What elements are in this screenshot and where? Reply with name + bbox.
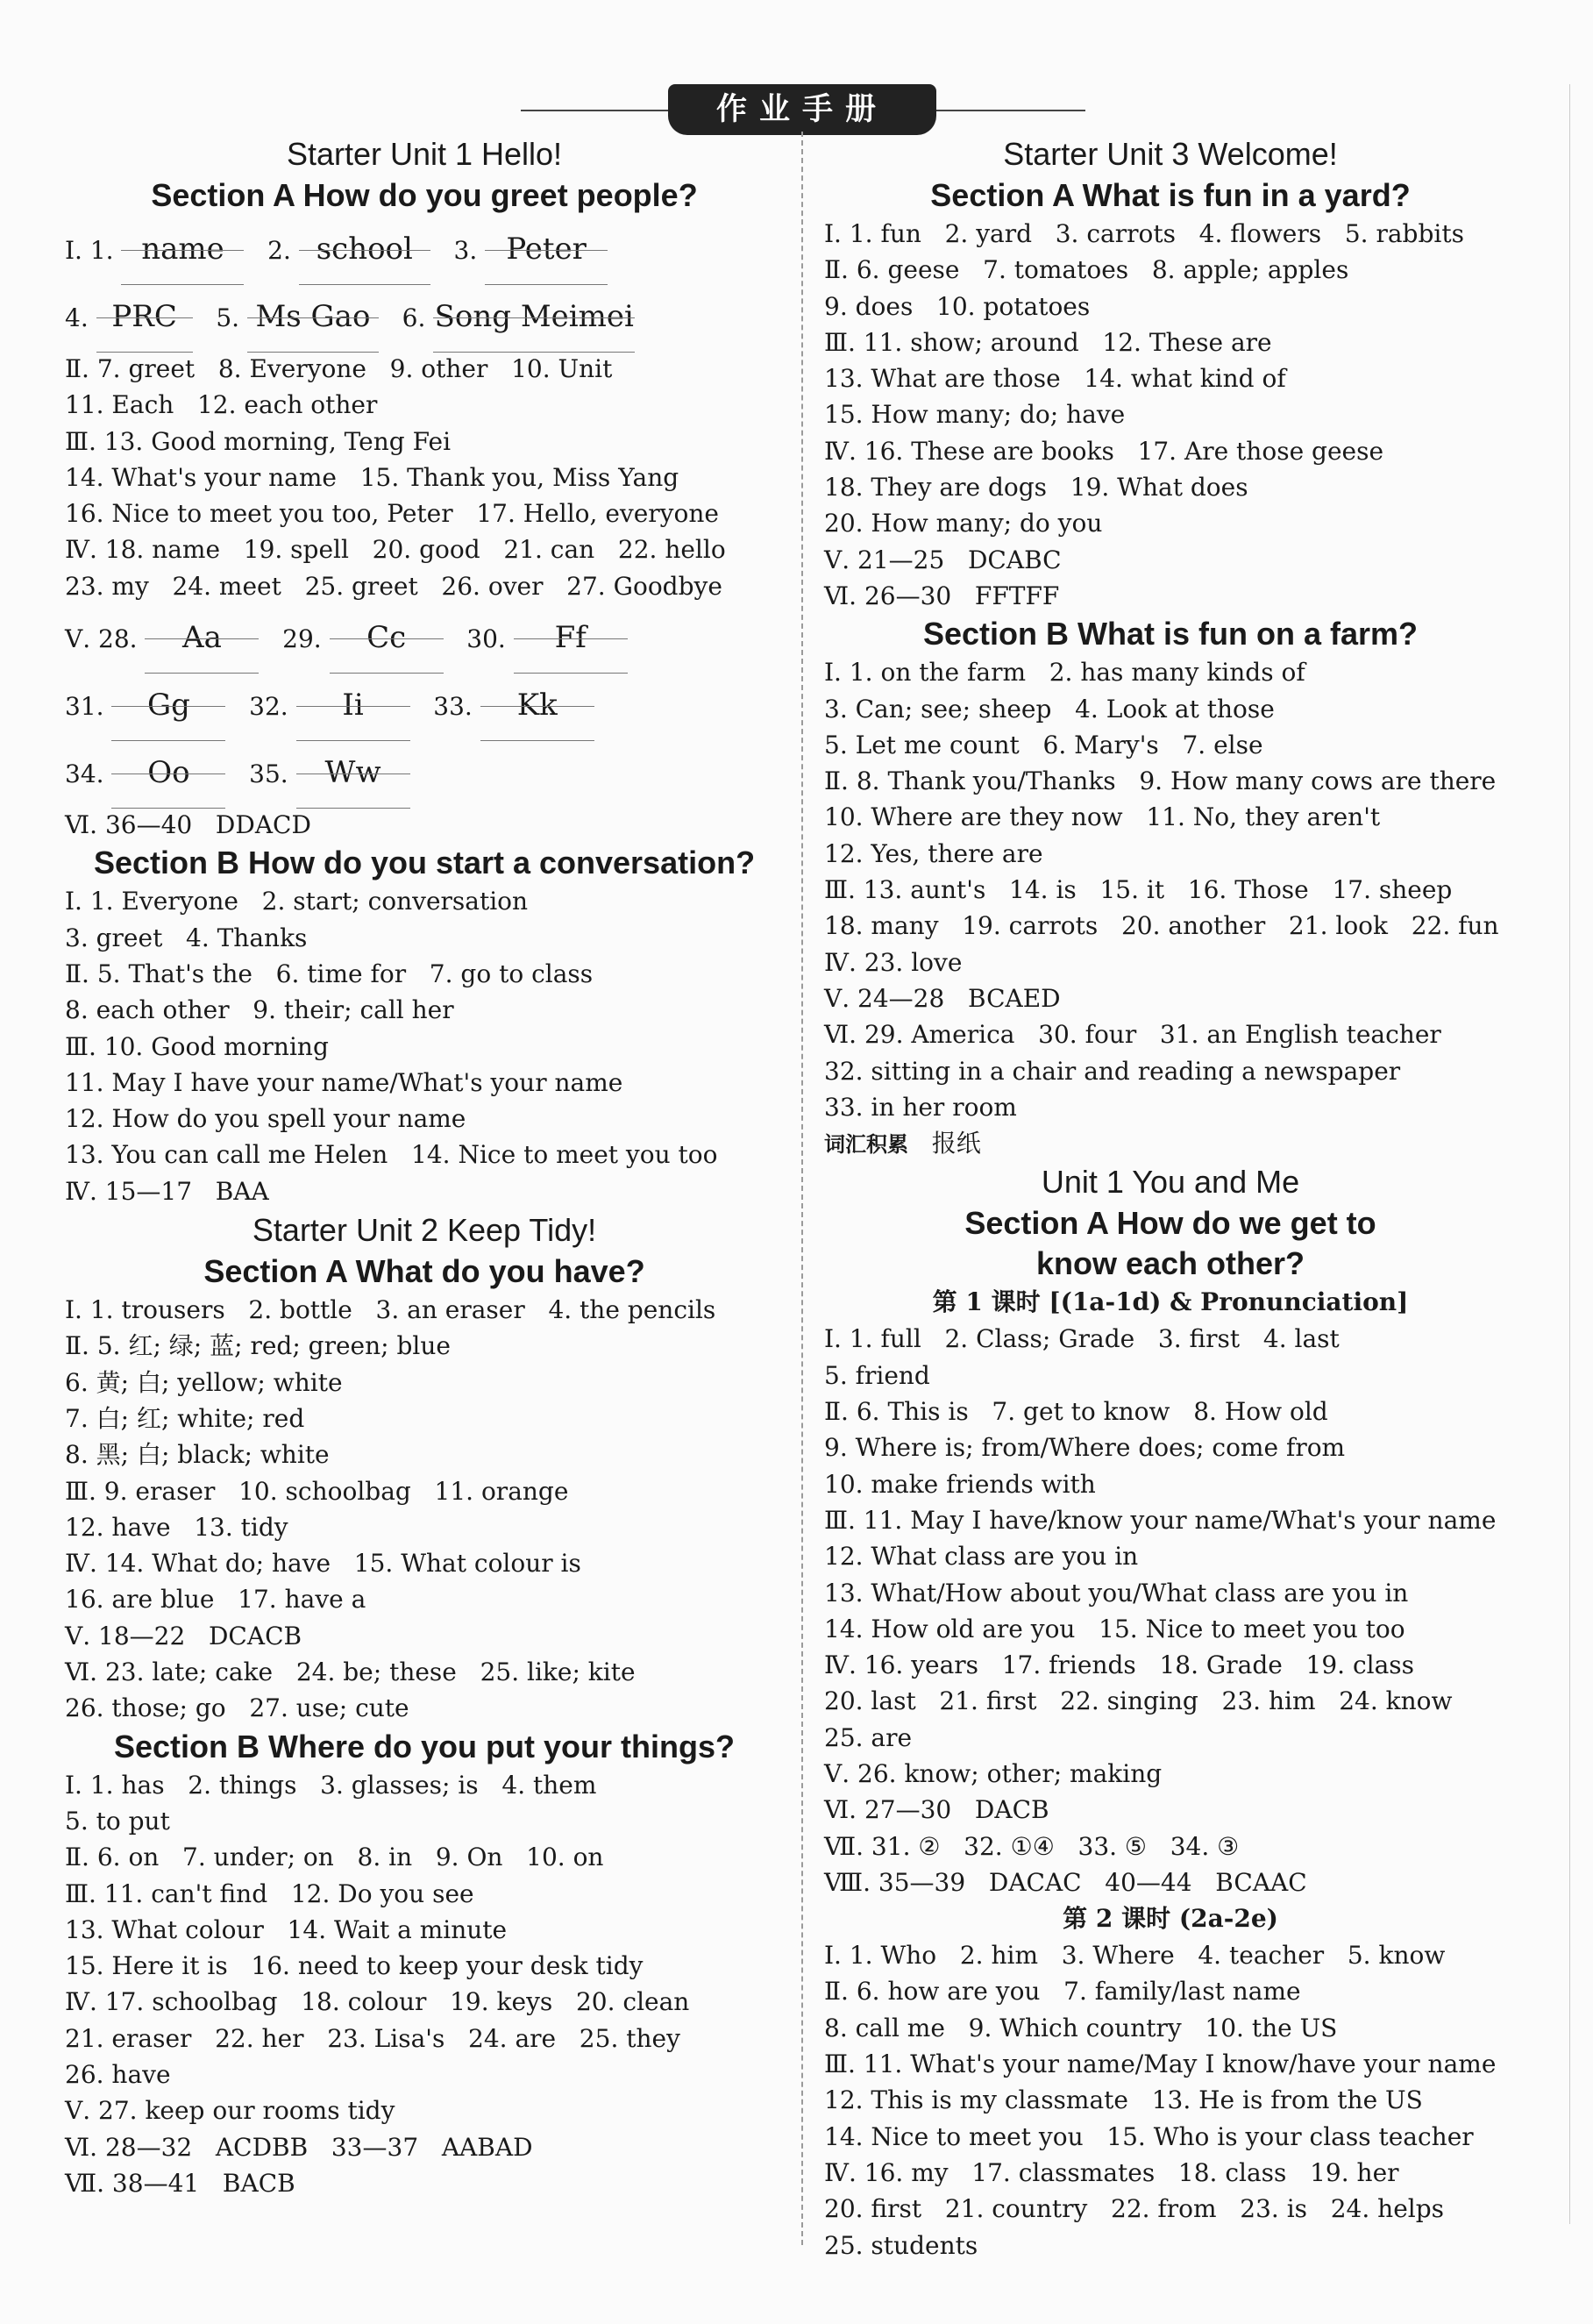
answer-line: 11. May I have your name/What's your name [65,1067,623,1097]
unit-title: Starter Unit 1 Hello! [286,136,563,172]
answer-line: Ⅲ. 11. May I have/know your name/What's your name [824,1505,1497,1535]
unit-title: Starter Unit 3 Welcome! [1003,136,1338,172]
answer-line: 13. What are those 14. what kind of [824,364,1286,394]
answer-line: 5. to put [65,1806,170,1836]
item-number: 32. [225,692,296,722]
answer-line: Ⅳ. 15—17 BAA [65,1176,269,1206]
answer-line: 8. 黑; 白; black; white [65,1440,330,1470]
item-number: 4. [65,303,96,332]
answer-line: Ⅱ. 6. geese 7. tomatoes 8. apple; apples [824,255,1349,285]
answer-line: Ⅰ. 1. Everyone 2. start; conversation [65,887,529,916]
answer-line: 18. many 19. carrots 20. another 21. look 22. fun [824,911,1499,941]
answer-line: 18. They are dogs 19. What does [824,473,1248,503]
answer-line: Ⅳ. 17. schoolbag 18. colour 19. keys 20. clean [65,1987,690,2017]
answer-line: Ⅶ. 31. ② 32. ①④ 33. ⑤ 34. ③ [824,1831,1240,1861]
writing-line [65,216,784,283]
answer-line: Ⅴ. 24—28 BCAED [824,983,1061,1013]
item-number: 29. [259,624,330,654]
handwriting-answer: name [121,216,244,283]
answer-line: Ⅰ. 1. Who 2. him 3. Where 4. teacher 5. know [824,1941,1446,1971]
answer-line: Ⅲ. 11. can't find 12. Do you see [65,1878,474,1908]
answer-line: 23. my 24. meet 25. greet 26. over 27. Goodbye [65,571,722,601]
answer-line: Ⅴ. 18—22 DCACB [65,1621,302,1650]
answer-line: 25. students [824,2230,978,2260]
answer-line: 12. How do you spell your name [65,1104,466,1134]
answer-line: 20. How many; do you [824,509,1103,538]
vocab-line [824,1125,1517,1161]
answer-line: Ⅱ. 6. how are you 7. family/last name [824,1977,1301,2007]
answer-line: 5. Let me count 6. Mary's 7. else [824,730,1263,759]
answer-line: Ⅱ. 5. 红; 绿; 蓝; red; green; blue [65,1331,451,1361]
section-title: Section B What is fun on a farm? [922,616,1419,652]
answer-line: 16. Nice to meet you too, Peter 17. Hello, everyone [65,499,719,529]
item-number: 33. [409,692,480,722]
answer-line: Ⅱ. 6. This is 7. get to know 8. How old [824,1397,1328,1427]
answer-line: 15. How many; do; have [824,400,1126,430]
lesson-title: 第 1 课时 [(1a-1d) & Pronunciation] [932,1287,1409,1317]
answer-line: 9. Where is; from/Where does; come from [824,1433,1346,1463]
answer-line: Ⅲ. 11. show; around 12. These are [824,327,1272,357]
handwriting-answer: school [299,216,430,283]
handwriting-answer: Oo [111,739,225,807]
answer-line: 10. make friends with [824,1469,1096,1499]
writing-line [65,604,784,672]
column-divider [801,132,803,2245]
answer-line: Ⅵ. 29. America 30. four 31. an English teacher [824,1020,1441,1050]
answer-line: 3. Can; see; sheep 4. Look at those [824,694,1275,724]
answer-line: 33. in her room [824,1092,1017,1122]
answer-line: 8. call me 9. Which country 10. the US [824,2013,1338,2042]
page-edge-line [1569,84,1570,2224]
writing-line [65,283,784,351]
left-column [65,133,784,2201]
handwriting-answer: Ms Gao [247,283,379,351]
answer-line: 12. This is my classmate 13. He is from the US [824,2085,1423,2115]
item-number: 3. [430,236,486,265]
answer-line: Ⅰ. 1. trousers 2. bottle 3. an eraser 4. the pencils [65,1295,716,1325]
handwriting-answer: Ff [514,604,628,672]
answer-line: Ⅰ. 1. fun 2. yard 3. carrots 4. flowers 5. rabbits [824,219,1464,248]
section-title: Section A How do we get to [964,1205,1376,1242]
vocab-answer: 报纸 [908,1129,981,1158]
header-banner [521,84,1085,137]
answer-line: 12. What class are you in [824,1542,1139,1572]
section-title: Section B How do you start a conversation? [93,845,756,881]
handwriting-answer: Song Meimei [433,283,635,351]
answer-line: Ⅴ. 21—25 DCABC [824,545,1062,574]
answer-line: 11. Each 12. each other [65,390,378,420]
answer-line: 14. What's your name 15. Thank you, Miss Yang [65,462,679,492]
answer-line: Ⅱ. 7. greet 8. Everyone 9. other 10. Unit [65,354,613,383]
answer-line: Ⅵ. 27—30 DACB [824,1795,1049,1825]
answer-line: Ⅳ. 23. love [824,947,963,977]
answer-line: 5. friend [824,1360,930,1390]
item-number: Ⅴ. 28. [65,624,146,654]
handwriting-answer: Kk [480,672,594,739]
answer-line: Ⅳ. 16. my 17. classmates 18. class 19. her [824,2157,1399,2187]
answer-line: Ⅳ. 18. name 19. spell 20. good 21. can 22. hello [65,535,726,565]
section-title: know each other? [1035,1245,1305,1282]
banner-rule-left [521,110,668,111]
answer-line: Ⅶ. 38—41 BACB [65,2168,295,2198]
writing-line [65,672,784,739]
answer-line: 8. each other 9. their; call her [65,995,454,1025]
section-title: Section A What do you have? [203,1253,645,1290]
answer-line: 12. Yes, there are [824,838,1043,868]
banner-title: 作业手册 [668,84,936,135]
answer-line: Ⅰ. 1. on the farm 2. has many kinds of [824,658,1305,688]
writing-line [65,739,784,807]
answer-line: 13. You can call me Helen 14. Nice to meet you too [65,1140,718,1170]
answer-line: Ⅳ. 16. years 17. friends 18. Grade 19. class [824,1650,1415,1680]
answer-line: 20. last 21. first 22. singing 23. him 24. know [824,1686,1453,1716]
section-title: Section A What is fun in a yard? [930,177,1411,213]
answer-line: Ⅵ. 23. late; cake 24. be; these 25. like; kite [65,1657,636,1687]
answer-line: Ⅲ. 9. eraser 10. schoolbag 11. orange [65,1476,569,1506]
answer-line: Ⅳ. 16. These are books 17. Are those geese [824,436,1384,466]
answer-line: 7. 白; 红; white; red [65,1403,305,1433]
item-number: 6. [378,303,434,332]
answer-line: 16. are blue 17. have a [65,1585,366,1615]
answer-line: Ⅵ. 36—40 DDACD [65,810,311,840]
answer-line: 14. How old are you 15. Nice to meet you too [824,1614,1405,1643]
banner-rule-right [936,110,1085,111]
answer-line: Ⅵ. 26—30 FFTFF [824,581,1060,610]
section-title: Section B Where do you put your things? [114,1728,735,1764]
answer-line: Ⅳ. 14. What do; have 15. What colour is [65,1549,581,1579]
handwriting-answer: Ww [296,739,410,807]
answer-line: Ⅲ. 13. Good morning, Teng Fei [65,426,452,456]
handwriting-answer: Aa [145,604,259,672]
answer-line: Ⅴ. 26. know; other; making [824,1758,1163,1788]
lesson-title: 第 2 课时 (2a-2e) [1063,1904,1278,1934]
unit-title: Starter Unit 2 Keep Tidy! [252,1212,597,1249]
answer-line: 26. have [65,2059,171,2089]
item-number: 34. [65,759,112,789]
answer-line: Ⅱ. 5. That's the 6. time for 7. go to class [65,959,594,988]
answer-line: Ⅲ. 10. Good morning [65,1031,329,1061]
answer-line: Ⅴ. 27. keep our rooms tidy [65,2096,395,2126]
answer-line: 21. eraser 22. her 23. Lisa's 24. are 25. they [65,2023,680,2053]
item-number: 31. [65,692,112,722]
answer-line: 25. are [824,1722,913,1752]
item-number: 30. [443,624,514,654]
answer-line: Ⅷ. 35—39 DACAC 40—44 BCAAC [824,1867,1307,1897]
handwriting-answer: Ii [296,672,410,739]
answer-line: 10. Where are they now 11. No, they aren't [824,802,1381,832]
answer-line: 14. Nice to meet you 15. Who is your class teacher [824,2121,1474,2151]
item-number: Ⅰ. 1. [65,236,122,265]
answer-line: 15. Here it is 16. need to keep your desk tidy [65,1951,644,1981]
right-column [824,133,1517,2263]
answer-line: Ⅱ. 8. Thank you/Thanks 9. How many cows are there [824,766,1497,796]
answer-line: 3. greet 4. Thanks [65,923,308,952]
answer-line: 20. first 21. country 22. from 23. is 24. helps [824,2194,1445,2224]
answer-line: Ⅰ. 1. full 2. Class; Grade 3. first 4. last [824,1324,1340,1354]
answer-line: 9. does 10. potatoes [824,291,1091,321]
answer-line: Ⅰ. 1. has 2. things 3. glasses; is 4. them [65,1770,597,1800]
item-number: 35. [225,759,296,789]
answer-line: 12. have 13. tidy [65,1512,288,1542]
answer-line: Ⅲ. 13. aunt's 14. is 15. it 16. Those 17. sheep [824,875,1453,905]
answer-line: 13. What colour 14. Wait a minute [65,1914,508,1944]
answer-line: 13. What/How about you/What class are you in [824,1578,1409,1608]
answer-line: Ⅵ. 28—32 ACDBB 33—37 AABAD [65,2132,533,2162]
section-title: Section A How do you greet people? [151,177,698,213]
handwriting-answer: Cc [330,604,444,672]
answer-line: 26. those; go 27. use; cute [65,1693,409,1723]
answer-line: 6. 黄; 白; yellow; white [65,1367,343,1397]
handwriting-answer: Peter [485,216,608,283]
item-number: 2. [244,236,299,265]
handwriting-answer: Gg [111,672,225,739]
unit-title: Unit 1 You and Me [1041,1164,1300,1201]
handwriting-answer: PRC [96,283,193,351]
vocab-label: 词汇积累 [824,1132,908,1158]
answer-line: Ⅱ. 6. on 7. under; on 8. in 9. On 10. on [65,1843,604,1872]
answer-line: 32. sitting in a chair and reading a newspaper [824,1056,1401,1086]
answer-line: Ⅲ. 11. What's your name/May I know/have your name [824,2050,1497,2079]
item-number: 5. [192,303,247,332]
